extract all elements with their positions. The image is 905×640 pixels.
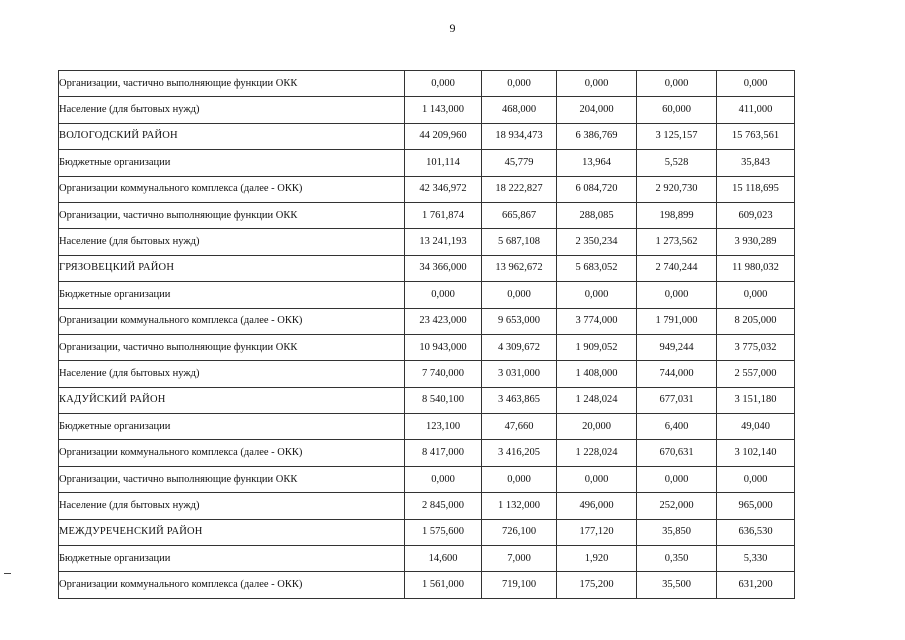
table-row: [59, 440, 795, 466]
value-cell-col-4: 1 791,000: [637, 308, 717, 334]
value-cell-col-2: 719,100: [482, 572, 557, 598]
table-row: [59, 176, 795, 202]
value-cell-col-2: 4 309,672: [482, 334, 557, 360]
value-cell-col-1: 44 209,960: [405, 123, 482, 149]
value-cell-col-5: 965,000: [717, 493, 795, 519]
category-label-cell: Бюджетные организации: [59, 282, 405, 308]
margin-mark: [4, 573, 11, 574]
value-cell-col-2: 665,867: [482, 202, 557, 228]
value-cell-col-3: 2 350,234: [557, 229, 637, 255]
category-label-cell: Организации коммунального комплекса (далее - ОКК): [59, 572, 405, 598]
value-cell-col-3: 1 408,000: [557, 361, 637, 387]
value-cell-col-1: 8 540,100: [405, 387, 482, 413]
value-cell-col-2: 3 416,205: [482, 440, 557, 466]
value-cell-col-3: 0,000: [557, 71, 637, 97]
value-cell-col-2: 0,000: [482, 466, 557, 492]
value-cell-col-3: 0,000: [557, 282, 637, 308]
district-name-cell: ВОЛОГОДСКИЙ РАЙОН: [59, 123, 405, 149]
table-row: [59, 572, 795, 598]
value-cell-col-2: 3 031,000: [482, 361, 557, 387]
table-row: [59, 414, 795, 440]
value-cell-col-5: 636,530: [717, 519, 795, 545]
category-label-cell: Бюджетные организации: [59, 546, 405, 572]
value-cell-col-5: 0,000: [717, 71, 795, 97]
value-cell-col-4: 0,350: [637, 546, 717, 572]
district-row: [59, 387, 795, 413]
value-cell-col-1: 2 845,000: [405, 493, 482, 519]
value-cell-col-4: 35,500: [637, 572, 717, 598]
value-cell-col-3: 175,200: [557, 572, 637, 598]
value-cell-col-1: 1 561,000: [405, 572, 482, 598]
value-cell-col-3: 6 386,769: [557, 123, 637, 149]
value-cell-col-5: 0,000: [717, 466, 795, 492]
value-cell-col-1: 8 417,000: [405, 440, 482, 466]
value-cell-col-5: 35,843: [717, 150, 795, 176]
value-cell-col-4: 5,528: [637, 150, 717, 176]
value-cell-col-4: 6,400: [637, 414, 717, 440]
value-cell-col-1: 42 346,972: [405, 176, 482, 202]
value-cell-col-2: 0,000: [482, 282, 557, 308]
table-row: [59, 150, 795, 176]
value-cell-col-2: 47,660: [482, 414, 557, 440]
value-cell-col-3: 1 909,052: [557, 334, 637, 360]
district-row: [59, 123, 795, 149]
value-cell-col-2: 18 222,827: [482, 176, 557, 202]
value-cell-col-5: 2 557,000: [717, 361, 795, 387]
value-cell-col-2: 5 687,108: [482, 229, 557, 255]
value-cell-col-1: 1 575,600: [405, 519, 482, 545]
category-label-cell: Население (для бытовых нужд): [59, 97, 405, 123]
category-label-cell: Организации коммунального комплекса (далее - ОКК): [59, 176, 405, 202]
value-cell-col-4: 1 273,562: [637, 229, 717, 255]
value-cell-col-1: 1 761,874: [405, 202, 482, 228]
value-cell-col-1: 0,000: [405, 282, 482, 308]
value-cell-col-5: 5,330: [717, 546, 795, 572]
value-cell-col-4: 2 920,730: [637, 176, 717, 202]
table-row: [59, 97, 795, 123]
value-cell-col-3: 5 683,052: [557, 255, 637, 281]
value-cell-col-3: 0,000: [557, 466, 637, 492]
value-cell-col-4: 0,000: [637, 282, 717, 308]
value-cell-col-4: 2 740,244: [637, 255, 717, 281]
value-cell-col-2: 468,000: [482, 97, 557, 123]
district-name-cell: КАДУЙСКИЙ РАЙОН: [59, 387, 405, 413]
category-label-cell: Организации, частично выполняющие функции ОКК: [59, 334, 405, 360]
value-cell-col-5: 49,040: [717, 414, 795, 440]
value-cell-col-3: 6 084,720: [557, 176, 637, 202]
district-name-cell: МЕЖДУРЕЧЕНСКИЙ РАЙОН: [59, 519, 405, 545]
value-cell-col-4: 744,000: [637, 361, 717, 387]
value-cell-col-2: 1 132,000: [482, 493, 557, 519]
category-label-cell: Население (для бытовых нужд): [59, 229, 405, 255]
value-cell-col-3: 177,120: [557, 519, 637, 545]
category-label-cell: Организации коммунального комплекса (далее - ОКК): [59, 308, 405, 334]
district-row: [59, 255, 795, 281]
table-row: [59, 493, 795, 519]
table-body: [59, 71, 795, 599]
value-cell-col-5: 15 118,695: [717, 176, 795, 202]
value-cell-col-5: 11 980,032: [717, 255, 795, 281]
table-row: [59, 546, 795, 572]
value-cell-col-4: 949,244: [637, 334, 717, 360]
table-row: [59, 361, 795, 387]
value-cell-col-2: 18 934,473: [482, 123, 557, 149]
table-row: [59, 308, 795, 334]
table-row: [59, 282, 795, 308]
category-label-cell: Бюджетные организации: [59, 150, 405, 176]
value-cell-col-4: 677,031: [637, 387, 717, 413]
value-cell-col-2: 7,000: [482, 546, 557, 572]
value-cell-col-5: 0,000: [717, 282, 795, 308]
value-cell-col-5: 3 775,032: [717, 334, 795, 360]
category-label-cell: Население (для бытовых нужд): [59, 361, 405, 387]
category-label-cell: Организации, частично выполняющие функции ОКК: [59, 71, 405, 97]
value-cell-col-1: 34 366,000: [405, 255, 482, 281]
value-cell-col-4: 198,899: [637, 202, 717, 228]
value-cell-col-4: 35,850: [637, 519, 717, 545]
value-cell-col-4: 60,000: [637, 97, 717, 123]
value-cell-col-4: 0,000: [637, 71, 717, 97]
value-cell-col-1: 14,600: [405, 546, 482, 572]
value-cell-col-4: 252,000: [637, 493, 717, 519]
value-cell-col-5: 631,200: [717, 572, 795, 598]
value-cell-col-1: 101,114: [405, 150, 482, 176]
page-number: 9: [449, 21, 456, 35]
value-cell-col-1: 10 943,000: [405, 334, 482, 360]
table-row: [59, 466, 795, 492]
value-cell-col-1: 0,000: [405, 71, 482, 97]
value-cell-col-2: 726,100: [482, 519, 557, 545]
value-cell-col-1: 23 423,000: [405, 308, 482, 334]
value-cell-col-4: 3 125,157: [637, 123, 717, 149]
value-cell-col-3: 3 774,000: [557, 308, 637, 334]
value-cell-col-5: 609,023: [717, 202, 795, 228]
table-row: [59, 71, 795, 97]
category-label-cell: Организации, частично выполняющие функции ОКК: [59, 202, 405, 228]
district-row: [59, 519, 795, 545]
value-cell-col-2: 0,000: [482, 71, 557, 97]
value-cell-col-1: 0,000: [405, 466, 482, 492]
value-cell-col-1: 123,100: [405, 414, 482, 440]
value-cell-col-3: 288,085: [557, 202, 637, 228]
category-label-cell: Организации коммунального комплекса (далее - ОКК): [59, 440, 405, 466]
table-row: [59, 202, 795, 228]
value-cell-col-5: 411,000: [717, 97, 795, 123]
value-cell-col-5: 3 102,140: [717, 440, 795, 466]
value-cell-col-3: 204,000: [557, 97, 637, 123]
value-cell-col-1: 13 241,193: [405, 229, 482, 255]
value-cell-col-3: 496,000: [557, 493, 637, 519]
district-name-cell: ГРЯЗОВЕЦКИЙ РАЙОН: [59, 255, 405, 281]
value-cell-col-5: 15 763,561: [717, 123, 795, 149]
value-cell-col-4: 670,631: [637, 440, 717, 466]
value-cell-col-5: 3 930,289: [717, 229, 795, 255]
value-cell-col-2: 13 962,672: [482, 255, 557, 281]
value-cell-col-3: 20,000: [557, 414, 637, 440]
value-cell-col-3: 1 248,024: [557, 387, 637, 413]
table-row: [59, 334, 795, 360]
table-row: [59, 229, 795, 255]
value-cell-col-3: 1,920: [557, 546, 637, 572]
value-cell-col-2: 9 653,000: [482, 308, 557, 334]
value-cell-col-1: 1 143,000: [405, 97, 482, 123]
value-cell-col-1: 7 740,000: [405, 361, 482, 387]
category-label-cell: Население (для бытовых нужд): [59, 493, 405, 519]
value-cell-col-3: 13,964: [557, 150, 637, 176]
value-cell-col-2: 3 463,865: [482, 387, 557, 413]
value-cell-col-5: 8 205,000: [717, 308, 795, 334]
consumption-table: [58, 70, 795, 599]
value-cell-col-4: 0,000: [637, 466, 717, 492]
value-cell-col-5: 3 151,180: [717, 387, 795, 413]
category-label-cell: Организации, частично выполняющие функции ОКК: [59, 466, 405, 492]
value-cell-col-3: 1 228,024: [557, 440, 637, 466]
category-label-cell: Бюджетные организации: [59, 414, 405, 440]
value-cell-col-2: 45,779: [482, 150, 557, 176]
